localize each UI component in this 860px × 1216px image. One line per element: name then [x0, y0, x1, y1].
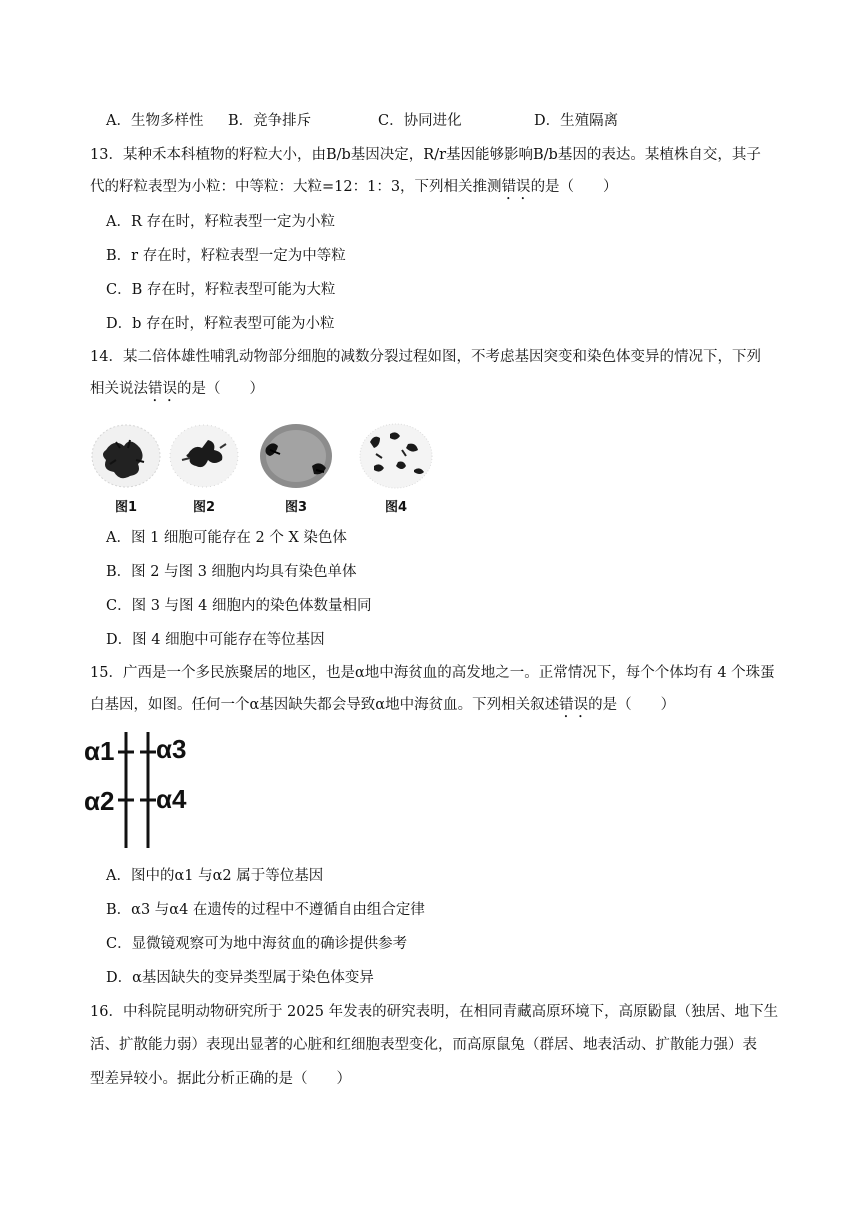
- q15-option-d: D．α基因缺失的变异类型属于染色体变异: [106, 970, 374, 986]
- q14-stem-tail: 的是（ ）: [177, 381, 264, 397]
- q14-stem-line2: [90, 379, 264, 405]
- q13-option-d: D．b 存在时，籽粒表型可能为小粒: [106, 316, 335, 332]
- q12-option-d: D．生殖隔离: [534, 113, 619, 129]
- figure-caption-2: 图2: [192, 500, 216, 515]
- gene-label-alpha3: α3: [156, 734, 187, 764]
- q16-stem-line3: 型差异较小。据此分析正确的是（ ）: [90, 1071, 351, 1087]
- micrograph-3: [256, 420, 336, 515]
- q12-option-b: B．竞争排斥: [228, 113, 312, 129]
- q13-stem-line2: [90, 177, 618, 203]
- q15-stem-text: 白基因，如图。任何一个α基因缺失都会导致α地中海贫血。下列相关叙述: [90, 697, 560, 713]
- figure-caption-3: 图3: [284, 500, 308, 515]
- q15-option-a: A．图中的α1 与α2 属于等位基因: [106, 868, 324, 884]
- q12-option-c: C．协同进化: [378, 113, 462, 129]
- q14-option-a: A．图 1 细胞可能存在 2 个 X 染色体: [106, 530, 347, 546]
- q15-stem-tail: 的是（ ）: [588, 697, 676, 713]
- gene-label-alpha2: α2: [84, 786, 115, 816]
- q13-stem-line1: 13．某种禾本科植物的籽粒大小，由B/b基因决定，R/r基因能够影响B/b基因的表达。某植株自交，其子: [90, 147, 761, 163]
- q14-stem-text: 相关说法: [90, 381, 148, 397]
- alpha-globin-gene-diagram: [80, 728, 200, 850]
- q14-option-d: D．图 4 细胞中可能存在等位基因: [106, 632, 325, 648]
- gene-label-alpha1: α1: [84, 736, 115, 766]
- q13-stem-text: 代的籽粒表型为小粒：中等粒：大粒=12：1：3，下列相关推测: [90, 179, 502, 195]
- q14-option-c: C．图 3 与图 4 细胞内的染色体数量相同: [106, 598, 372, 614]
- q15-stem-line2: [90, 695, 675, 721]
- q16-stem-line1: 16．中科院昆明动物研究所于 2025 年发表的研究表明，在相同青藏高原环境下，高原鼢鼠（独居、地下生: [90, 1004, 779, 1020]
- micrograph-1: [86, 420, 166, 515]
- q12-option-a: A．生物多样性: [106, 113, 204, 129]
- q15-emphasis: 错误: [559, 697, 589, 713]
- q15-option-c: C．显微镜观察可为地中海贫血的确诊提供参考: [106, 936, 408, 952]
- q15-option-b: B．α3 与α4 在遗传的过程中不遵循自由组合定律: [106, 902, 425, 918]
- micrograph-4: [356, 420, 436, 515]
- q14-option-b: B．图 2 与图 3 细胞内均具有染色单体: [106, 564, 357, 580]
- meiosis-figure-row: [86, 420, 446, 516]
- q13-emphasis: 错误: [501, 179, 531, 195]
- q14-emphasis: 错误: [148, 381, 177, 397]
- gene-label-alpha4: α4: [156, 784, 187, 814]
- q13-stem-tail: 的是（ ）: [530, 179, 618, 195]
- figure-caption-1: 图1: [114, 500, 138, 515]
- q13-option-b: B．r 存在时，籽粒表型一定为中等粒: [106, 248, 346, 264]
- q13-option-a: A．R 存在时，籽粒表型一定为小粒: [106, 214, 335, 230]
- micrograph-2: [164, 420, 244, 515]
- q16-stem-line2: 活、扩散能力弱）表现出显著的心脏和红细胞表型变化，而高原鼠兔（群居、地表活动、扩散能力强）表: [90, 1037, 757, 1053]
- q13-option-c: C．B 存在时，籽粒表型可能为大粒: [106, 282, 336, 298]
- q15-stem-line1: 15．广西是一个多民族聚居的地区，也是α地中海贫血的高发地之一。正常情况下，每个个体均有 4 个珠蛋: [90, 665, 775, 681]
- q14-stem-line1: 14．某二倍体雄性哺乳动物部分细胞的减数分裂过程如图，不考虑基因突变和染色体变异的情况下，下列: [90, 349, 761, 365]
- figure-caption-4: 图4: [384, 500, 408, 515]
